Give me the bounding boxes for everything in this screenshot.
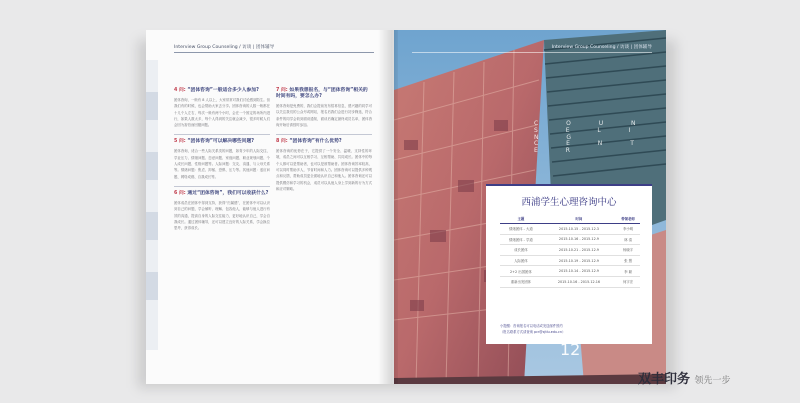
question-number: 4 问: <box>174 88 186 93</box>
header-rule <box>174 52 374 53</box>
card-footnote: 小提醒：咨询报名可以电话或发送邮件预约 <box>500 324 563 328</box>
card-footnote: （报名联系方式请查询 pcr@xjtlu.edu.cn） <box>500 330 566 334</box>
table-row <box>500 266 640 277</box>
table-row <box>500 224 640 235</box>
table-row <box>500 234 640 245</box>
question-text: “团体咨询”有什么优势? <box>289 139 342 145</box>
question-heading <box>174 191 270 197</box>
qa-block <box>276 88 372 128</box>
answer-text: 团体咨询，适合一些人际关系类的问题，如青少年的人际交往、学业压力、情绪问题、恋爱问题、家庭问题、职业规划问题、个人成长问题、性格问题等。人际问题：交友、沟通、与父母关系等。情绪问题：焦虑、抑郁、恐惧、压力等。其他问题：适应问题、网络成瘾、自我成长等。 <box>174 149 270 179</box>
table-cell: 林 清 <box>616 234 640 245</box>
question-text: “团体咨询”一般适合多少人参加? <box>187 88 259 93</box>
answer-text: 团体成员在团体中得到支持，获得“归属感”，在团体中可以认识到自己的问题，学会倾听、理解、包容他人，能够与他人进行有效的沟通，提高自身的人际交往能力，更好地认识自己，学会自我成长。通过团体辅导，还可以建立良好的人际关系，学会换位思考，获得成长。 <box>174 200 270 231</box>
divider <box>174 186 270 187</box>
watermark-slogan: 领先一步 <box>694 376 731 386</box>
question-text: “团体咨询”可以解决哪些问题? <box>187 139 255 145</box>
table-header-row <box>500 214 640 224</box>
table-cell: 2015.10.16 - 2015.12.9 <box>542 234 616 245</box>
table-row <box>500 276 640 287</box>
question-number: 6 问: <box>174 190 186 196</box>
running-head-left: Interview Group Counseling / 访谈 | 团体辅导 <box>174 45 275 50</box>
overlay-line: C E N T E R <box>534 140 647 154</box>
answer-text: 团体咨询，一般有 8 人以上，大家常常对我们讨论感到陌生。但我们有的时候，也会帮助大家去分享。团体咨询的人数一般都在十几个人左右，每次一般有两个小时，会在一个固定的场所内进行，如果人数太多，每个人得到的关注就会减少，很多时候人们会因为害怕而回避问题。 <box>174 98 270 128</box>
answer-text: 团体咨询的优势在于，它提供了一个安全、温暖、支持性的环境，成员之间可以互相学习、互相帮助、共同成长。团体中的每个人都可以是帮助者，也可以是被帮助者。团体咨询效率较高，可以同时帮助多人，节省时间和人力。团体咨询可以提供多种观点和反馈，帮助成员更全面地认识自己和他人。团体咨询还可以提供模仿和学习的机会，成员可以从他人身上学到新的行为方式和应对策略。 <box>276 149 372 191</box>
page-edge-strip <box>146 60 158 350</box>
table-cell: 李 颖 <box>616 266 640 277</box>
edge-block <box>146 152 158 180</box>
book-gutter <box>378 30 398 384</box>
header-rule <box>412 52 652 53</box>
table-cell: 情绪团体 - 学道 <box>500 234 542 245</box>
question-text: 通过“团体咨询”，我们可以收获什么? <box>187 190 269 196</box>
text-column-1 <box>174 88 270 237</box>
table-cell: 2015.10.21 - 2015.12.9 <box>542 245 616 256</box>
column-header: 主题 <box>500 214 542 224</box>
overlay-line: C O U N S E L I N G <box>534 120 649 141</box>
text-column-2 <box>276 88 372 198</box>
right-page <box>394 30 666 384</box>
left-page <box>146 30 394 384</box>
magazine-spread <box>146 30 666 384</box>
watermark-brand: 双丰印务 <box>638 372 691 387</box>
table-cell: 张 慧 <box>616 255 640 266</box>
running-head-right: Interview Group Counseling / 访谈 | 团体辅导 <box>551 45 652 50</box>
column-header: 时间 <box>542 214 616 224</box>
watermark <box>638 368 731 387</box>
table-cell: 人际团体 <box>500 255 542 266</box>
table-cell: 2015.10.15 - 2015.12.3 <box>542 224 616 235</box>
column-header: 带领老师 <box>616 214 640 224</box>
question-heading <box>174 88 270 94</box>
table-cell: 2015.10.14 - 2015.12.9 <box>542 266 616 277</box>
divider <box>174 134 270 135</box>
divider <box>276 134 372 135</box>
question-heading <box>276 88 372 100</box>
table-cell: 成长团体 <box>500 245 542 256</box>
schedule-table <box>500 214 640 288</box>
table-row <box>500 245 640 256</box>
qa-block <box>174 139 270 179</box>
question-number: 5 问: <box>174 139 186 145</box>
question-text: 如果我想报名，与“团体咨询”相关的时间有吗，要怎么办? <box>276 88 368 99</box>
table-cell: 何宇宏 <box>616 276 640 287</box>
table-cell: 李小明 <box>616 224 640 235</box>
table-cell: 2015.10.19 - 2015.12.9 <box>542 255 616 266</box>
question-heading <box>174 139 270 145</box>
table-cell: 杨晓宇 <box>616 245 640 256</box>
qa-block <box>174 88 270 128</box>
table-cell: 重新出发团体 <box>500 276 542 287</box>
schedule-card <box>486 184 652 344</box>
card-title: 西浦学生心理咨询中心 <box>521 197 617 208</box>
question-heading <box>276 139 372 145</box>
table-cell: 情绪团体 - 大道 <box>500 224 542 235</box>
answer-text: 团体咨询是免费的，我们会提前发布招募信息，感兴趣的同学可以关注我们的公众号或网站，报名后我们会进行初步筛选，符合条件的同学会收到面谈通知，面谈后确定最终成员名单，团体咨询开始后请按时参加。 <box>276 104 372 127</box>
table-cell: 2015.10.16 - 2015.12.16 <box>542 276 616 287</box>
question-number: 7 问: <box>276 88 288 93</box>
qa-block <box>276 139 372 192</box>
question-number: 8 问: <box>276 139 288 145</box>
table-row <box>500 255 640 266</box>
table-cell: 2+2 出国团体 <box>500 266 542 277</box>
overlay-title <box>534 120 666 160</box>
edge-block <box>146 212 158 240</box>
qa-block <box>174 191 270 231</box>
edge-block <box>146 92 158 120</box>
edge-block <box>146 272 158 300</box>
page-number: 12 <box>560 340 581 359</box>
